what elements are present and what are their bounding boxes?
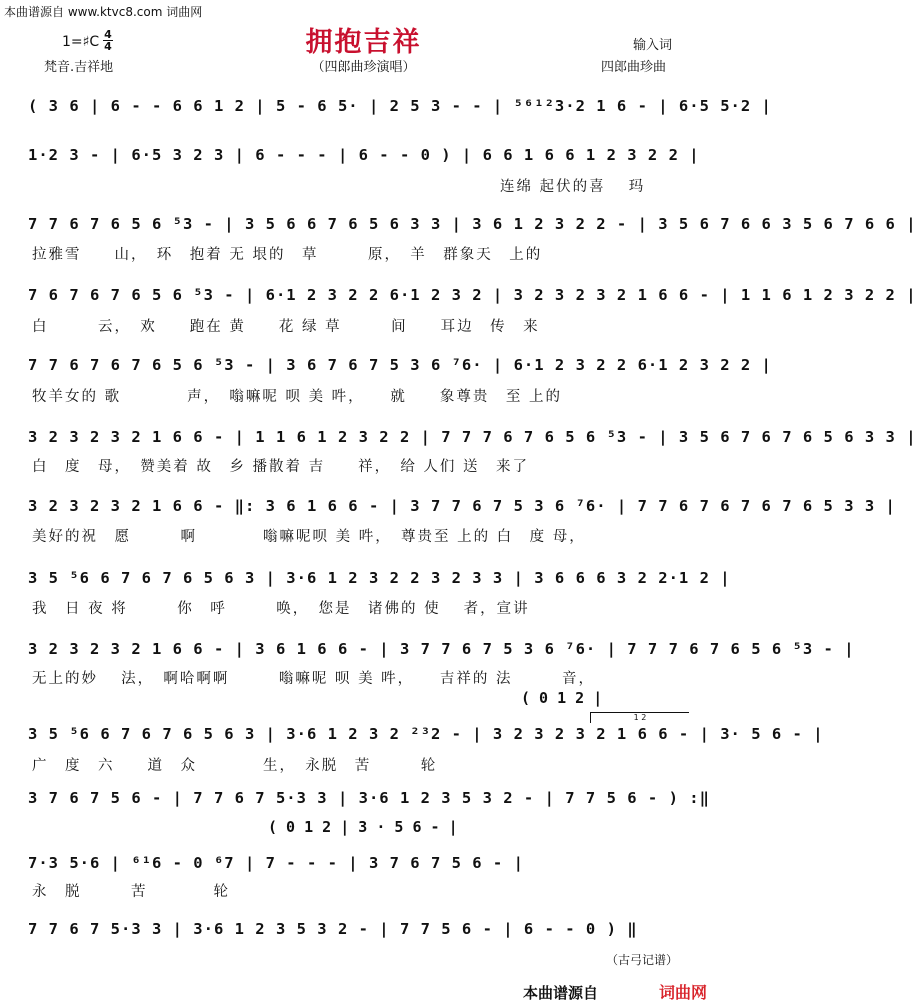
lyrics-line: 牧羊女的 歌 声， 嗡嘛呢 呗 美 吽， 就 象尊贵 至 上的	[32, 389, 563, 405]
notes-line: 3 7 6 7 5 6 - | 7 7 6 7 5·3 3 | 3·6 1 2 3 5 3 2 - | 7 7 5 6 - ) :‖	[28, 789, 710, 807]
score-row	[28, 286, 917, 312]
lyrics-line: 永 脱 苦 轮	[32, 884, 230, 900]
lyrics-line: 美好的祝 愿 啊 嗡嘛呢呗 美 吽， 尊贵至 上的 白 度 母，	[32, 529, 586, 545]
score-row	[28, 97, 772, 123]
watermark-top: 本曲谱源自 www.ktvc8.com 词曲网	[4, 5, 203, 19]
notes-line: 3 2 3 2 3 2 1 6 6 - | 3 6 1 6 6 - | 3 7 7 6 7 5 3 6 ⁷6· | 7 7 7 6 7 6 5 6 ⁵3 - |	[28, 640, 855, 658]
score-row	[28, 569, 731, 595]
notes-line: 1·2 3 - | 6·5 3 2 3 | 6 - - - | 6 - - 0 ) | 6 6 1 6 6 1 2 3 2 2 |	[28, 146, 700, 164]
watermark-bottom: 本曲谱源自	[523, 984, 599, 1002]
score-row	[28, 920, 700, 946]
score-row	[28, 497, 896, 523]
score-row	[28, 640, 855, 666]
score-row	[28, 428, 917, 454]
notes-line: 3 2 3 2 3 2 1 6 6 - ‖: 3 6 1 6 6 - | 3 7 7 6 7 5 3 6 ⁷6· | 7 7 6 7 6 7 6 7 6 5 3 3 |	[28, 497, 896, 515]
lyrics-line: 白 度 母， 赞美着 故 乡 播散着 吉 祥， 给 人们 送 来了	[32, 459, 530, 475]
time-signature	[103, 29, 113, 52]
score-row	[28, 356, 772, 382]
composer: 四郎曲珍曲	[601, 60, 667, 75]
score-row	[28, 789, 710, 815]
transcriber-credit: （古弓记谱）	[606, 953, 679, 967]
volta-bracket: 1 2	[590, 712, 689, 723]
notes-line: 3 5 ⁵6 6 7 6 7 6 5 6 3 | 3·6 1 2 3 2 ²³2 - | 3 2 3 2 3 2 1 6 6 - | 3· 5 6 - |	[28, 725, 824, 743]
notes-line: 7 6 7 6 7 6 5 6 ⁵3 - | 6·1 2 3 2 2 6·1 2 3 2 | 3 2 3 2 3 2 1 6 6 - | 1 1 6 1 2 3 2 2 |	[28, 286, 917, 304]
lyrics-line: 连绵 起伏的喜 玛	[500, 179, 646, 195]
score-row	[28, 215, 917, 241]
notes-line: 7 7 6 7 6 5 6 ⁵3 - | 3 5 6 6 7 6 5 6 3 3 | 3 6 1 2 3 2 2 - | 3 5 6 7 6 6 3 5 6 7 6 6 |	[28, 215, 917, 233]
lyrics-line: 我 日 夜 将 你 呼 唤， 您是 诸佛的 使 者，宣讲	[32, 601, 530, 617]
notes-line: 7 7 6 7 5·3 3 | 3·6 1 2 3 5 3 2 - | 7 7 5 6 - | 6 - - 0 ) ‖	[28, 920, 638, 938]
score-row	[28, 725, 824, 751]
lyricist: 输入词	[633, 38, 673, 53]
lyrics-line: 白 云， 欢 跑在 黄 花 绿 草 间 耳边 传 来	[32, 319, 540, 335]
key-signature: 1=♯C	[62, 34, 100, 50]
song-title: 拥抱吉祥	[305, 27, 422, 58]
score-row	[28, 854, 700, 880]
alt-ending-notes-2: ( 0 1 2 | 3 · 5 6 - |	[268, 818, 458, 836]
notes-line: 3 2 3 2 3 2 1 6 6 - | 1 1 6 1 2 3 2 2 | 7 7 7 6 7 6 5 6 ⁵3 - | 3 5 6 7 6 7 6 5 6 3 3 |	[28, 428, 917, 446]
lyrics-line: 无上的妙 法， 啊哈啊啊 嗡嘛呢 呗 美 吽， 吉祥的 法 音，	[32, 671, 596, 687]
subtitle: （四郎曲珍演唱）	[311, 60, 416, 75]
alt-ending-notes: ( 0 1 2 |	[521, 689, 603, 707]
notes-line: 7 7 6 7 6 7 6 5 6 ⁵3 - | 3 6 7 6 7 5 3 6 ⁷6· | 6·1 2 3 2 2 6·1 2 3 2 2 |	[28, 356, 772, 374]
score-row	[28, 146, 700, 172]
lyrics-line: 拉雅雪 山， 环 抱着 无 垠的 草 原， 羊 群象天 上的	[32, 247, 543, 263]
time-signature-bottom: 4	[104, 40, 112, 53]
notes-line: 7·3 5·6 | ⁶¹6 - 0 ⁶7 | 7 - - - | 3 7 6 7 5 6 - |	[28, 854, 524, 872]
lyrics-line: 广 度 六 道 众 生， 永脱 苦 轮	[32, 758, 438, 774]
notes-line: ( 3 6 | 6 - - 6 6 1 2 | 5 - 6 5· | 2 5 3 - - | ⁵⁶¹²3·2 1 6 - | 6·5 5·2 |	[28, 97, 772, 115]
time-signature-top: 4	[104, 28, 112, 41]
singer-label: 梵音.吉祥地	[44, 60, 114, 75]
notes-line: 3 5 ⁵6 6 7 6 7 6 5 6 3 | 3·6 1 2 3 2 2 3 2 3 3 | 3 6 6 6 3 2 2·1 2 |	[28, 569, 731, 587]
watermark-logo: 词曲网	[646, 980, 720, 1000]
